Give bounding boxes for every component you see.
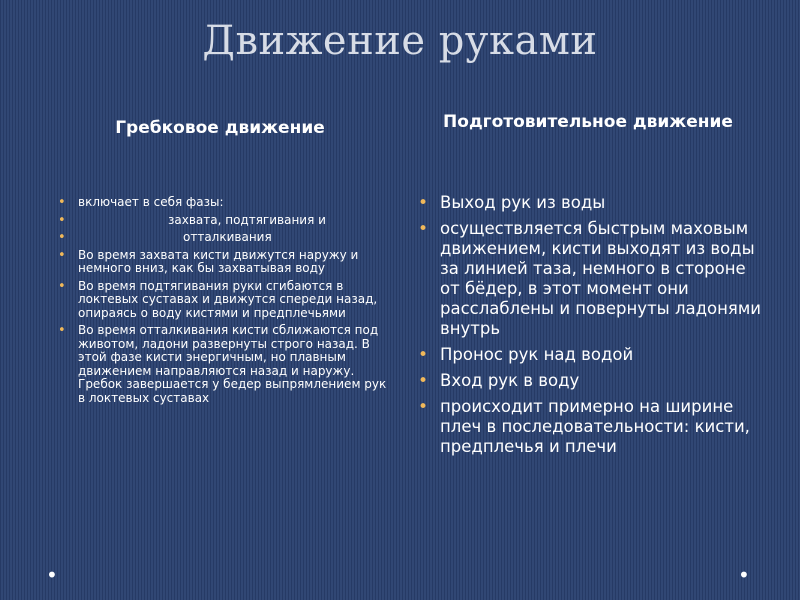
list-item: • захвата, подтягивания и: [58, 214, 390, 228]
empty-bullet-left: •: [46, 563, 58, 587]
list-item: • Пронос рук над водой: [418, 345, 770, 365]
list-item: • включает в себя фазы:: [58, 196, 390, 210]
left-column-heading: Гребковое движение: [115, 118, 325, 138]
empty-bullet-right: •: [738, 563, 750, 587]
list-item: • Выход рук из воды: [418, 193, 770, 213]
left-bullet-list: [58, 196, 390, 409]
list-item: • Во время отталкивания кисти сближаются под животом, ладони развернуты строго назад. В этой фазе кисти энергичным, но плавным движением направляются назад и наружу. Гребок завершается у бедер выпрямлением рук в локтевых суставах: [58, 324, 390, 405]
right-column-heading: Подготовительное движение: [443, 112, 733, 132]
list-item: • отталкивания: [58, 231, 390, 245]
list-item: • Вход рук в воду: [418, 371, 770, 391]
list-item: • Во время захвата кисти движутся наружу и немного вниз, как бы захватывая воду: [58, 249, 390, 276]
slide-title: Движение руками: [202, 18, 598, 64]
list-item: • Во время подтягивания руки сгибаются в локтевых суставах и движутся спереди назад, опираясь о воду кистями и предплечьями: [58, 280, 390, 321]
list-item: • происходит примерно на ширине плеч в последовательности: кисти, предплечья и плечи: [418, 397, 770, 457]
list-item: • осуществляется быстрым маховым движением, кисти выходят из воды за линией таза, немного в стороне от бёдер, в этот момент они расслаблены и повернуты ладонями внутрь: [418, 219, 770, 339]
right-bullet-list: [418, 193, 770, 463]
